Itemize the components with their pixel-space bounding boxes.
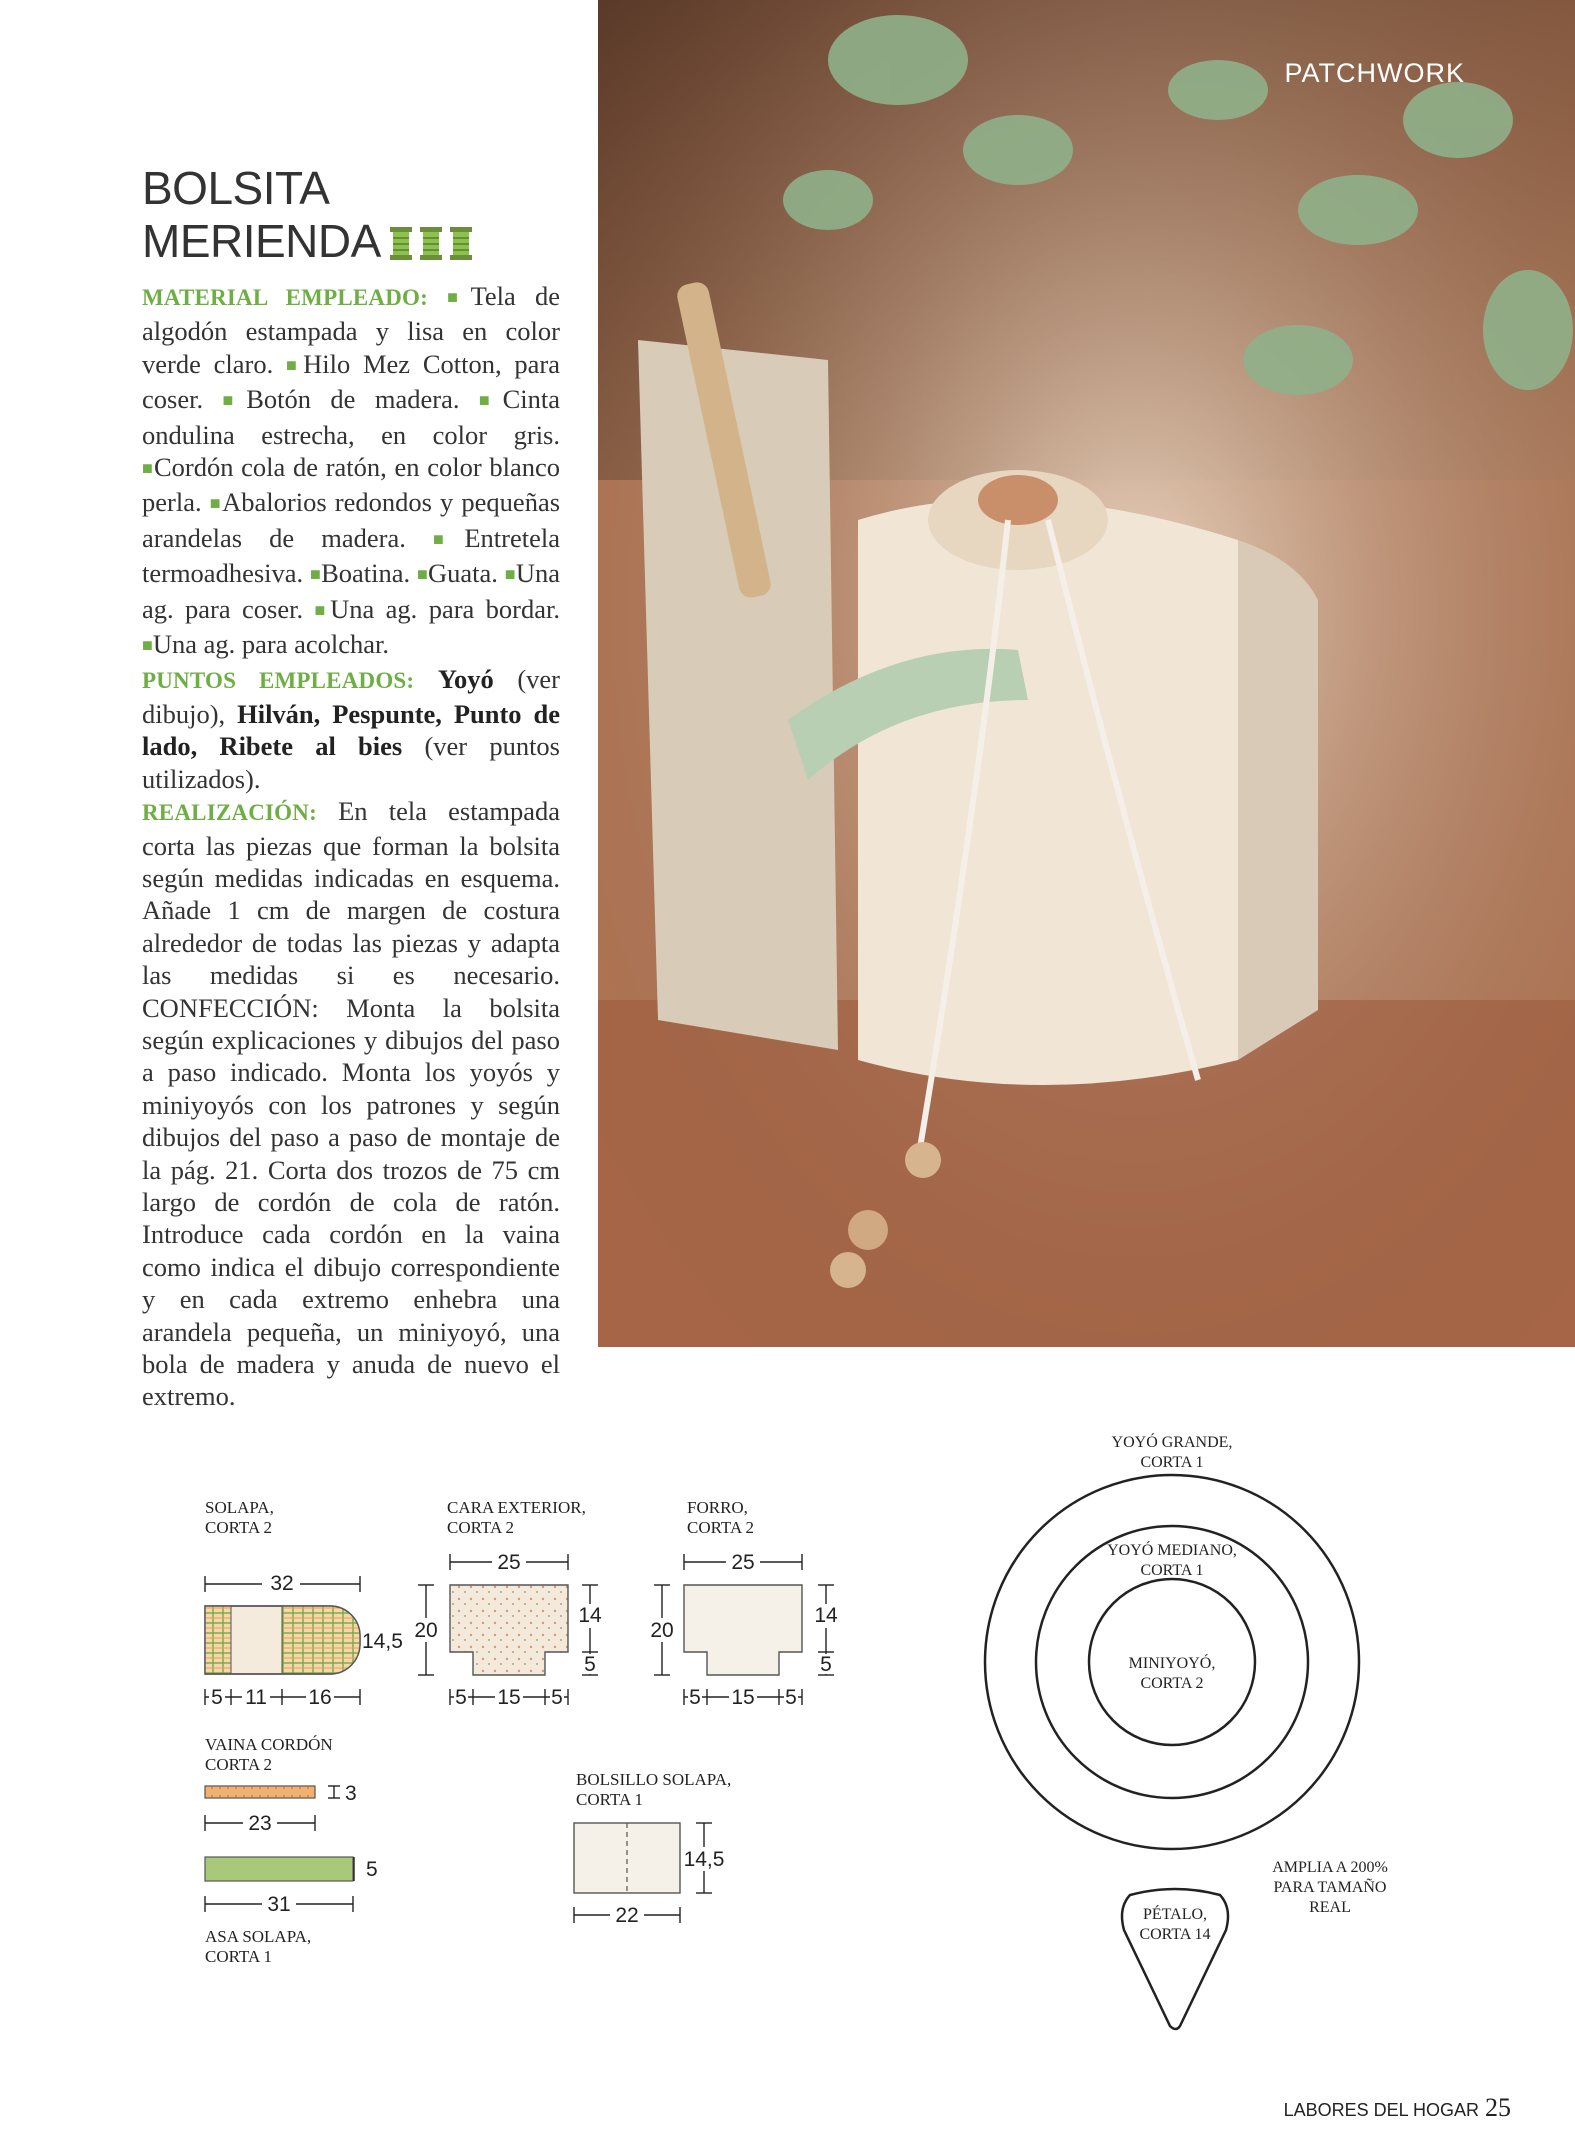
solapa-seg-c: 16 (308, 1686, 332, 1709)
stitch-names: Hilván, Pespunte, Punto de lado, Ribete al bies (142, 698, 560, 762)
puntos-heading: PUNTOS EMPLEADOS: (142, 668, 415, 694)
material-item: Abalorios redondos y pequeñas arandelas de madera. (142, 487, 561, 553)
petalo-label-1: PÉTALO, (1142, 1906, 1208, 1923)
bolsillo-width: 22 (615, 1904, 639, 1927)
bolsillo-solapa-diagram (574, 1770, 731, 1927)
page-number: 25 (1485, 2093, 1511, 2122)
yoyo-mediano-label-1: YOYÓ MEDIANO, (1107, 1542, 1237, 1559)
forro-seg-a: 5 (689, 1686, 701, 1709)
title-line-2: MERIENDA (142, 215, 381, 267)
page-footer (1284, 2093, 1511, 2123)
cara-right-upper: 14 (578, 1604, 602, 1627)
material-item: Cordón cola de ratón, en color blanco perla. (142, 452, 560, 518)
enlarge-line-2: PARA TAMAÑO (1273, 1879, 1387, 1896)
magazine-name: LABORES DEL HOGAR (1283, 2100, 1479, 2120)
forro-seg-c: 5 (785, 1686, 797, 1709)
enlarge-line-1: AMPLIA A 200% (1272, 1859, 1388, 1876)
material-item: Tela de algodón estampada y lisa en color verde claro. (142, 281, 560, 379)
bolsillo-label-1: BOLSILLO SOLAPA, (576, 1770, 732, 1789)
material-item: Botón de madera. (246, 384, 460, 415)
cara-width: 25 (497, 1551, 521, 1574)
material-paragraph: MATERIAL EMPLEADO: ■Tela de algodón estampada y lisa en color verde claro. ■Hilo Mez Cotton, para coser. ■Botón de madera. ■Cinta ondulina estrecha, en color gris. ■Cordón cola de ratón, en color blanco perla. ■Abalorios redondos y pequeñas arandelas de madera. ■Entretela termoadhesiva. ■Boatina. ■Guata. ■Una ag. para coser. ■Una ag. para bordar. ■Una ag. para acolchar. (142, 281, 561, 660)
solapa-label-1: SOLAPA, (205, 1498, 274, 1517)
vaina-height: 3 (345, 1782, 357, 1805)
realizacion-heading: REALIZACIÓN: (142, 800, 317, 826)
forro-height: 20 (650, 1619, 674, 1642)
vaina-width: 23 (248, 1812, 272, 1835)
bolsillo-label-2: CORTA 1 (576, 1790, 644, 1809)
material-heading: MATERIAL EMPLEADO: (142, 285, 428, 310)
solapa-height: 14,5 (362, 1630, 403, 1653)
asa-label-2: CORTA 1 (205, 1947, 273, 1966)
asa-solapa-diagram (205, 1857, 378, 1966)
stitch-note: (ver dibujo), (142, 664, 560, 729)
realizacion-text: En tela estampada corta las piezas que forman la bolsita según medidas indicadas en esquema. Añade 1 cm de margen de costura alrededor de todas las piezas y adapta las medidas si es necesario. CONFECCIÓN: Monta la bolsita según explicaciones y dibujos del paso a paso indicado. Monta los yoyós y miniyoyós con los patrones y según dibujos del paso a paso de montaje de la pág. 21. Corta dos trozos de 75 cm largo de cordón de cola de ratón. Introduce cada cordón en la vaina como indica el dibujo correspondiente y en cada extremo enhebra una arandela pequeña, un miniyoyó, una bola de madera y anuda de nuevo el extremo. (142, 796, 560, 1412)
material-item: Boatina. (321, 558, 411, 589)
forro-seg-b: 15 (731, 1686, 755, 1709)
forro-diagram (646, 1498, 838, 1709)
forro-right-lower: 5 (820, 1653, 832, 1676)
miniyoyo-label-1: MINIYOYÓ, (1128, 1655, 1216, 1672)
material-item: Cinta ondulina estrecha, en color gris. (142, 384, 561, 450)
yoyo-mediano-label-2: CORTA 1 (1140, 1562, 1204, 1579)
forro-right-upper: 14 (814, 1604, 838, 1627)
material-item: Guata. (428, 558, 498, 589)
asa-label-1: ASA SOLAPA, (205, 1927, 312, 1946)
enlarge-line-3: REAL (1309, 1899, 1351, 1916)
miniyoyo-label-2: CORTA 2 (1140, 1675, 1204, 1692)
cara-exterior-diagram (410, 1498, 602, 1709)
solapa-diagram (205, 1498, 403, 1709)
forro-width: 25 (731, 1551, 755, 1574)
section-tag: PATCHWORK (1284, 58, 1465, 88)
bolsillo-height: 14,5 (683, 1848, 725, 1871)
cara-seg-b: 15 (497, 1686, 521, 1709)
material-item: Una ag. para coser. (142, 558, 560, 624)
solapa-seg-b: 11 (245, 1686, 267, 1709)
cara-seg-c: 5 (551, 1686, 563, 1709)
yoyo-grande-label-1: YOYÓ GRANDE, (1111, 1434, 1233, 1451)
cara-height: 20 (414, 1619, 438, 1642)
petalo-pattern (1122, 1889, 1228, 2029)
solapa-label-2: CORTA 2 (205, 1518, 273, 1537)
asa-height: 5 (366, 1858, 378, 1881)
material-item: Entretela termoadhesiva. (142, 522, 560, 589)
yoyo-patterns (985, 1432, 1359, 1849)
material-item: Hilo Mez Cotton, para coser. (142, 348, 561, 415)
vaina-label-1: VAINA CORDÓN (205, 1735, 333, 1754)
stitch-note: (ver puntos utilizados). (142, 731, 560, 794)
stitch-name: Yoyó (437, 664, 494, 695)
solapa-seg-a: 5 (211, 1686, 223, 1709)
petalo-label-2: CORTA 14 (1139, 1926, 1211, 1943)
forro-label-2: CORTA 2 (687, 1518, 755, 1537)
yoyo-grande-label-2: CORTA 1 (1140, 1454, 1204, 1471)
vaina-cordon-diagram (205, 1735, 357, 1835)
forro-label-1: FORRO, (687, 1498, 748, 1517)
material-item: Una ag. para acolchar. (152, 629, 390, 660)
solapa-width: 32 (270, 1572, 294, 1595)
title-line-1: BOLSITA (142, 162, 330, 214)
material-item: Una ag. para bordar. (330, 593, 560, 624)
cara-right-lower: 5 (584, 1653, 596, 1676)
cara-label-1: CARA EXTERIOR, (447, 1498, 586, 1517)
cara-seg-a: 5 (455, 1686, 467, 1709)
asa-width: 31 (267, 1893, 291, 1916)
enlarge-note (1272, 1859, 1388, 1916)
cara-label-2: CORTA 2 (447, 1518, 515, 1537)
vaina-label-2: CORTA 2 (205, 1755, 273, 1774)
